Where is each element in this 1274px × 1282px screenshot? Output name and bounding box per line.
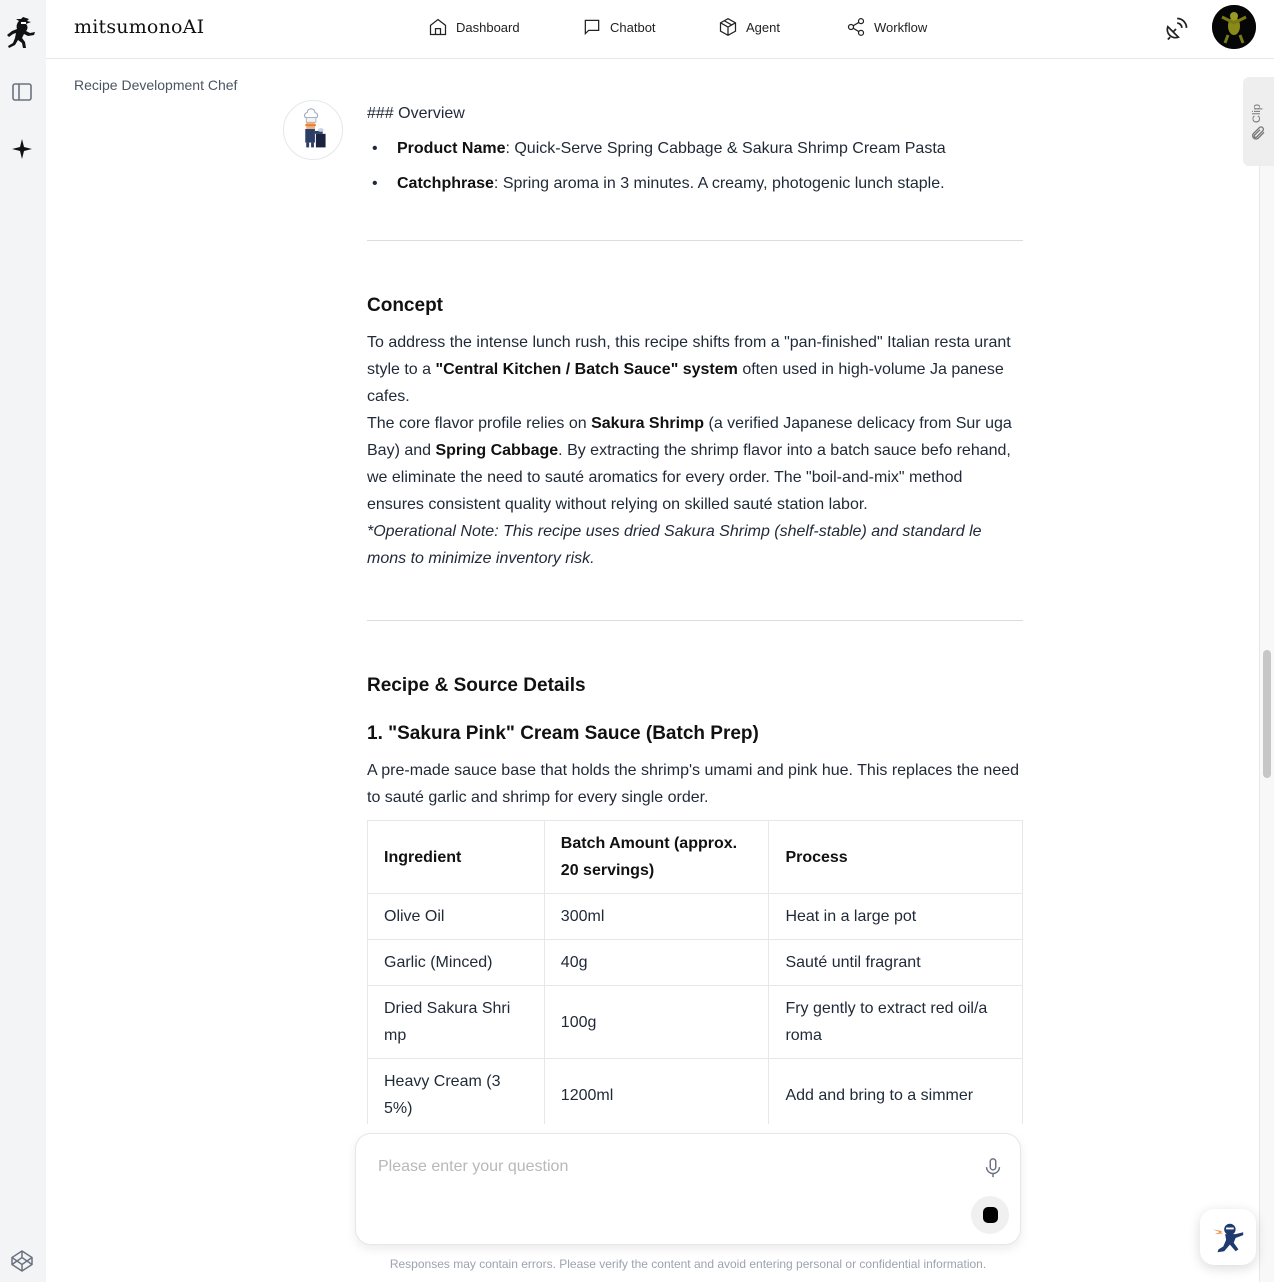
assistant-message	[367, 100, 1023, 1124]
table-header: Batch Amount (approx. 20 servings)	[544, 821, 769, 894]
sidebar-toggle-icon[interactable]	[9, 79, 35, 105]
table-row	[368, 940, 1023, 986]
sparkle-star-icon[interactable]	[9, 136, 35, 162]
text-run: (a verified Japanese delicacy from Sur uga Bay) and	[367, 415, 1012, 459]
microphone-icon[interactable]	[982, 1156, 1004, 1180]
text-run-bold: "Central Kitchen / Batch Sauce" system	[435, 361, 738, 378]
concept-heading: Concept	[367, 295, 443, 316]
satellite-dish-icon[interactable]	[1162, 15, 1190, 43]
overview-heading-text: ### Overview	[367, 105, 465, 122]
share-nodes-icon	[846, 17, 866, 37]
ninja-mascot-icon	[1209, 1218, 1247, 1256]
clip-tab[interactable]	[1243, 77, 1274, 166]
table-cell: Heavy Cream (3 5%)	[368, 1059, 545, 1125]
list-item	[367, 135, 1023, 162]
top-bar	[46, 0, 1274, 59]
table-header: Ingredient	[368, 821, 545, 894]
text-run: The core flavor profile relies on	[367, 415, 592, 432]
left-rail	[0, 0, 46, 1282]
nav-chatbot-label: Chatbot	[610, 19, 656, 35]
table-header: Process	[769, 821, 1023, 894]
stop-generation-button[interactable]	[971, 1196, 1009, 1234]
table-cell: Add and bring to a simmer	[769, 1059, 1023, 1125]
ninja-assistant-button[interactable]	[1200, 1209, 1256, 1265]
disclaimer-text: Responses may contain errors. Please verify the content and avoid entering personal or confidential information.	[389, 1257, 987, 1271]
table-cell: Garlic (Minced)	[368, 940, 545, 986]
bullet-label: Catchphrase	[397, 175, 494, 192]
clip-label: Clip	[1251, 104, 1263, 123]
nav-agent[interactable]	[718, 17, 780, 37]
stop-square-icon	[983, 1207, 998, 1223]
nav-dashboard-label: Dashboard	[456, 19, 520, 35]
table-row	[368, 1059, 1023, 1125]
user-avatar[interactable]	[1212, 5, 1256, 49]
table-header-row	[368, 821, 1023, 894]
text-run: To address the intense lunch rush, this recipe shifts from a "pan-finished" Italian resta urant style to a	[367, 334, 1011, 378]
concept-paragraph-1	[367, 329, 1023, 410]
chat-composer	[355, 1133, 1021, 1245]
concept-paragraph-2	[367, 410, 1023, 518]
table-cell: Fry gently to extract red oil/a roma	[769, 986, 1023, 1059]
cube-icon	[718, 17, 738, 37]
text-run-bold: Sakura Shrimp	[591, 415, 705, 432]
nav-chatbot[interactable]	[582, 17, 656, 37]
bullet-text: : Quick-Serve Spring Cabbage & Sakura Shrimp Cream Pasta	[505, 140, 946, 157]
table-cell: Olive Oil	[368, 894, 545, 940]
table-cell: 1200ml	[544, 1059, 769, 1125]
table-cell: Heat in a large pot	[769, 894, 1023, 940]
bullet-text: : Spring aroma in 3 minutes. A creamy, photogenic lunch staple.	[493, 175, 945, 192]
table-cell: Dried Sakura Shri mp	[368, 986, 545, 1059]
list-item	[367, 170, 1023, 197]
table-cell: 40g	[544, 940, 769, 986]
home-icon	[428, 17, 448, 37]
paperclip-icon	[1250, 125, 1266, 141]
divider	[367, 240, 1023, 241]
details-heading: Recipe & Source Details	[367, 675, 586, 696]
bullet-label: Product Name	[397, 140, 506, 157]
agent-title: Recipe Development Chef	[74, 77, 238, 93]
sauce-table	[367, 820, 1023, 1124]
table-row	[368, 986, 1023, 1059]
table-row	[368, 894, 1023, 940]
nav-workflow[interactable]	[846, 17, 927, 37]
codepen-cube-icon[interactable]	[9, 1248, 35, 1274]
nav-workflow-label: Workflow	[874, 19, 928, 35]
divider	[367, 620, 1023, 621]
nav-dashboard[interactable]	[428, 17, 520, 37]
sauce-intro: A pre-made sauce base that holds the shrimp's umami and pink hue. This replaces the need to sauté garlic and shrimp for every single order.	[367, 762, 1020, 806]
text-run-bold: Spring Cabbage	[435, 442, 559, 459]
table-cell: 100g	[544, 986, 769, 1059]
ninja-logo-icon[interactable]	[5, 14, 39, 50]
nav-agent-label: Agent	[746, 19, 780, 35]
table-cell: 300ml	[544, 894, 769, 940]
overview-list	[367, 135, 1023, 197]
question-input[interactable]	[378, 1154, 958, 1180]
chef-bot-avatar	[283, 100, 343, 160]
operational-note: *Operational Note: This recipe uses dried Sakura Shrimp (shelf-stable) and standard le mons to minimize inventory risk.	[367, 523, 982, 567]
text-run: . By extracting the shrimp flavor into a batch sauce befo rehand, we eliminate the need to sauté aromatics for every order. The "boil-and-mix" method ensures consistent quality without relying on skilled sauté station labor.	[367, 442, 1011, 513]
brand-name: mitsumonoAI	[74, 16, 205, 38]
scrollbar-thumb[interactable]	[1263, 650, 1271, 778]
sauce-subheading: 1. "Sakura Pink" Cream Sauce (Batch Prep)	[367, 723, 759, 744]
text-run: often used in high-volume Ja panese cafes.	[367, 361, 1004, 405]
chat-bubble-icon	[582, 17, 602, 37]
table-cell: Sauté until fragrant	[769, 940, 1023, 986]
